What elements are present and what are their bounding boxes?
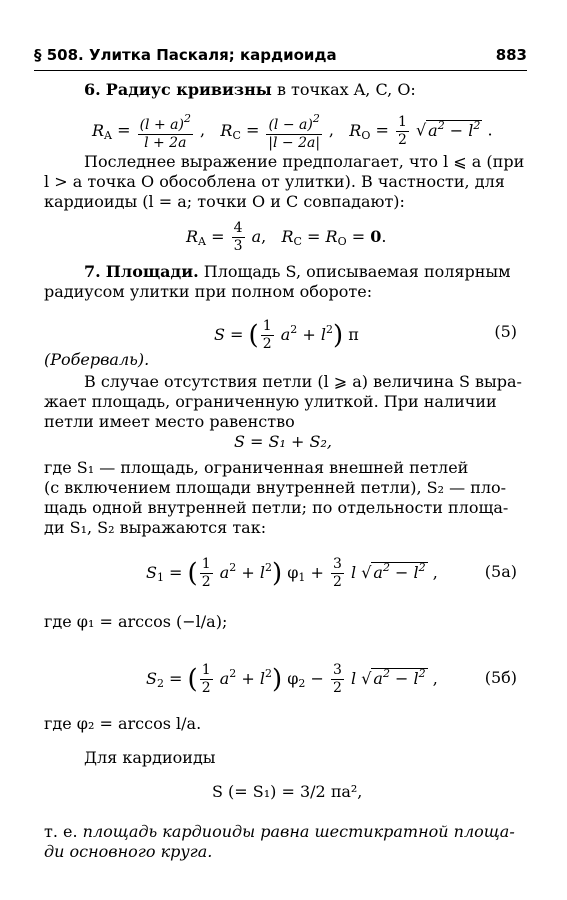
conclusion-line-2: ди основного круга. [44, 842, 213, 861]
paragraph-line: l > a точка O обособлена от улитки). В частности, для [44, 172, 505, 191]
running-header [34, 46, 527, 66]
phi2-definition: где φ₂ = arccos l/a. [44, 714, 202, 733]
paragraph-line: Последнее выражение предполагает, что l ⩽ a (при [84, 152, 525, 171]
header-rule [34, 70, 527, 71]
conclusion-line-1: т. е. площадь кардиоиды равна шестикратной площа- [44, 822, 515, 841]
cardioid-intro: Для кардиоиды [84, 748, 216, 767]
section-6-title: Радиус кривизны [105, 80, 272, 99]
page-number: 883 [495, 46, 527, 64]
equation-number: (5) [494, 322, 517, 341]
paragraph-line: (с включением площади внутренней петли), S₂ — пло- [44, 478, 507, 497]
section-6-heading: 6. Радиус кривизны в точках A, C, O: [84, 80, 416, 99]
roberval-attribution: (Роберваль). [44, 350, 150, 369]
paragraph-line: щадь одной внутренней петли; по отдельности площа- [44, 498, 509, 517]
header-title: § 508. Улитка Паскаля; кардиоида [34, 46, 337, 64]
phi1-definition: где φ₁ = arccos (−l/a); [44, 612, 228, 631]
area-sum-formula: S = S₁ + S₂, [234, 432, 332, 451]
equation-number: (5а) [484, 562, 517, 581]
equation-number: (5б) [484, 668, 517, 687]
paragraph-line: петли имеет место равенство [44, 412, 295, 431]
section-7-heading: 7. Площади. Площадь S, описываемая полярным [84, 262, 511, 281]
cardioid-area-formula: S (= S₁) = 3/2 πa², [212, 782, 363, 801]
cardioid-curvature-formula: $R_A$ = $\frac{4}{3}$ a, $R_C = R_O = 0$. [186, 220, 387, 254]
paragraph-line: В случае отсутствия петли (l ⩾ a) величина S выра- [84, 372, 522, 391]
paragraph-line: кардиоиды (l = a; точки O и C совпадают): [44, 192, 405, 211]
area-formula-5b: $S_2$ = ( $\frac{1}{2}$ $a^2 + l^2$) $\varphi_2$ − $\frac{3}{2}$ l √ $a^2 - l^2$ , [146, 662, 438, 696]
curvature-formulas: $R_A$ = $\frac{(l + a)^2}{l + 2a}$ , $R_C$ = $\frac{(l - a)^2}{|l - 2a|}$ , $R_O$ = $\frac{1}{2}$ √ $a^2 - l^2$ . [92, 112, 493, 151]
paragraph-line: жает площадь, ограниченную улиткой. При наличии [44, 392, 497, 411]
paragraph-line: радиусом улитки при полном обороте: [44, 282, 373, 301]
section-7-title: Площади. [105, 262, 199, 281]
paragraph-line: где S₁ — площадь, ограниченная внешней петлей [44, 458, 469, 477]
area-formula-5: S = ( $\frac{1}{2}$ $a^2 + l^2$) π [214, 318, 359, 352]
area-formula-5a: $S_1$ = ( $\frac{1}{2}$ $a^2 + l^2$) $\varphi_1$ + $\frac{3}{2}$ l √ $a^2 - l^2$ , [146, 556, 438, 590]
paragraph-line: ди S₁, S₂ выражаются так: [44, 518, 267, 537]
